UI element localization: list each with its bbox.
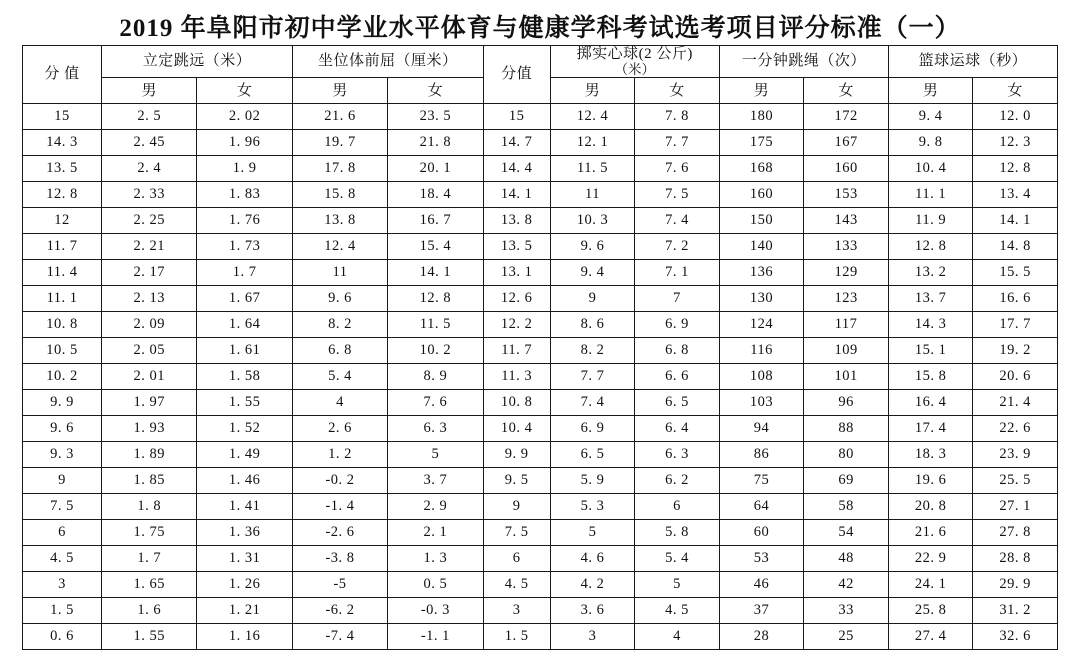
page-title: 2019 年阜阳市初中学业水平体育与健康学科考试选考项目评分标准（一） (119, 15, 961, 42)
cell-score-right: 1. 5 (483, 624, 550, 650)
cell-value: 143 (804, 208, 889, 234)
cell-value: 15. 8 (888, 364, 973, 390)
header-group-rope-skipping: 一分钟跳绳（次） (719, 46, 888, 78)
cell-score-right: 9 (483, 494, 550, 520)
cell-value: 7. 7 (635, 130, 720, 156)
cell-value: 150 (719, 208, 804, 234)
cell-value: 24. 1 (888, 572, 973, 598)
cell-value: 117 (804, 312, 889, 338)
cell-value: 11 (550, 182, 635, 208)
cell-value: 75 (719, 468, 804, 494)
cell-value: 21. 8 (388, 130, 483, 156)
cell-value: 13. 7 (888, 286, 973, 312)
cell-value: 13. 4 (973, 182, 1058, 208)
cell-value: 17. 4 (888, 416, 973, 442)
cell-value: 27. 8 (973, 520, 1058, 546)
score-table-container (22, 45, 1058, 650)
cell-value: 25 (804, 624, 889, 650)
cell-value: 1. 8 (102, 494, 197, 520)
cell-value: 6. 8 (635, 338, 720, 364)
cell-value: 28 (719, 624, 804, 650)
cell-value: 12. 8 (888, 234, 973, 260)
cell-value: -5 (292, 572, 387, 598)
header-sex-female-ball: 女 (635, 78, 720, 104)
cell-value: 19. 6 (888, 468, 973, 494)
cell-score-left: 9. 9 (23, 390, 102, 416)
header-sex-male-basketball: 男 (888, 78, 973, 104)
cell-value: 9. 8 (888, 130, 973, 156)
table-row (23, 546, 1058, 572)
cell-value: 14. 1 (388, 260, 483, 286)
cell-value: 1. 65 (102, 572, 197, 598)
cell-score-left: 7. 5 (23, 494, 102, 520)
cell-value: 21. 6 (292, 104, 387, 130)
cell-value: 2. 01 (102, 364, 197, 390)
cell-value: 2. 17 (102, 260, 197, 286)
table-row (23, 286, 1058, 312)
header-row-groups (23, 46, 1058, 78)
cell-value: 1. 2 (292, 442, 387, 468)
cell-value: 12. 1 (550, 130, 635, 156)
cell-value: 7. 2 (635, 234, 720, 260)
cell-value: 5. 4 (635, 546, 720, 572)
cell-value: 172 (804, 104, 889, 130)
cell-value: 168 (719, 156, 804, 182)
score-standards-table (22, 45, 1058, 650)
cell-value: 3 (550, 624, 635, 650)
cell-value: 4. 5 (635, 598, 720, 624)
cell-value: 1. 64 (197, 312, 292, 338)
cell-value: 11 (292, 260, 387, 286)
cell-value: 6. 4 (635, 416, 720, 442)
cell-value: 2. 1 (388, 520, 483, 546)
cell-value: 6. 2 (635, 468, 720, 494)
cell-value: 7. 4 (635, 208, 720, 234)
cell-score-right: 10. 4 (483, 416, 550, 442)
cell-value: 1. 76 (197, 208, 292, 234)
table-row (23, 572, 1058, 598)
cell-value: 14. 8 (973, 234, 1058, 260)
cell-value: 14. 3 (888, 312, 973, 338)
cell-value: 2. 09 (102, 312, 197, 338)
header-sex-female-jump: 女 (197, 78, 292, 104)
cell-score-right: 10. 8 (483, 390, 550, 416)
cell-value: 2. 21 (102, 234, 197, 260)
cell-value: 1. 58 (197, 364, 292, 390)
table-row (23, 598, 1058, 624)
cell-score-left: 0. 6 (23, 624, 102, 650)
header-sex-male-ball: 男 (550, 78, 635, 104)
cell-score-right: 12. 2 (483, 312, 550, 338)
cell-value: 80 (804, 442, 889, 468)
cell-value: 54 (804, 520, 889, 546)
header-sex-male-jump: 男 (102, 78, 197, 104)
cell-value: 103 (719, 390, 804, 416)
cell-value: 27. 4 (888, 624, 973, 650)
cell-value: 7. 6 (388, 390, 483, 416)
cell-value: 58 (804, 494, 889, 520)
cell-value: 1. 61 (197, 338, 292, 364)
cell-value: 16. 6 (973, 286, 1058, 312)
table-row (23, 234, 1058, 260)
cell-value: 10. 2 (388, 338, 483, 364)
cell-value: 13. 2 (888, 260, 973, 286)
table-row (23, 182, 1058, 208)
cell-score-right: 9. 5 (483, 468, 550, 494)
header-group-basketball-dribble: 篮球运球（秒） (888, 46, 1057, 78)
table-row (23, 338, 1058, 364)
cell-value: 8. 6 (550, 312, 635, 338)
cell-value: 1. 46 (197, 468, 292, 494)
cell-score-left: 12. 8 (23, 182, 102, 208)
cell-value: 27. 1 (973, 494, 1058, 520)
cell-score-left: 11. 7 (23, 234, 102, 260)
cell-value: 12. 3 (973, 130, 1058, 156)
table-row (23, 468, 1058, 494)
cell-value: -1. 4 (292, 494, 387, 520)
cell-value: -3. 8 (292, 546, 387, 572)
cell-value: 1. 85 (102, 468, 197, 494)
cell-score-left: 11. 1 (23, 286, 102, 312)
cell-value: 109 (804, 338, 889, 364)
cell-value: 8. 2 (550, 338, 635, 364)
cell-score-right: 14. 7 (483, 130, 550, 156)
cell-value: 5 (550, 520, 635, 546)
cell-value: 167 (804, 130, 889, 156)
cell-value: 2. 6 (292, 416, 387, 442)
cell-value: 88 (804, 416, 889, 442)
cell-value: 1. 67 (197, 286, 292, 312)
cell-value: 160 (804, 156, 889, 182)
cell-value: 180 (719, 104, 804, 130)
table-row (23, 624, 1058, 650)
cell-value: 33 (804, 598, 889, 624)
cell-value: 7. 4 (550, 390, 635, 416)
cell-score-left: 13. 5 (23, 156, 102, 182)
cell-value: 13. 8 (292, 208, 387, 234)
cell-value: 0. 5 (388, 572, 483, 598)
cell-value: 22. 9 (888, 546, 973, 572)
cell-value: -6. 2 (292, 598, 387, 624)
cell-value: 9. 4 (888, 104, 973, 130)
header-score-left: 分 值 (23, 46, 102, 104)
cell-value: 5. 9 (550, 468, 635, 494)
cell-value: 11. 9 (888, 208, 973, 234)
cell-value: 12. 8 (388, 286, 483, 312)
cell-value: 6. 6 (635, 364, 720, 390)
header-sex-female-basketball: 女 (973, 78, 1058, 104)
cell-value: 2. 05 (102, 338, 197, 364)
cell-value: 1. 31 (197, 546, 292, 572)
cell-value: 1. 75 (102, 520, 197, 546)
header-group-sit-and-reach: 坐位体前屈（厘米） (292, 46, 483, 78)
cell-value: 6. 9 (550, 416, 635, 442)
cell-value: 6. 3 (388, 416, 483, 442)
cell-value: 23. 5 (388, 104, 483, 130)
cell-value: 12. 0 (973, 104, 1058, 130)
cell-value: 10. 4 (888, 156, 973, 182)
cell-score-left: 9. 6 (23, 416, 102, 442)
cell-value: 108 (719, 364, 804, 390)
cell-value: 7. 8 (635, 104, 720, 130)
cell-value: 94 (719, 416, 804, 442)
cell-value: 32. 6 (973, 624, 1058, 650)
cell-value: 5. 8 (635, 520, 720, 546)
cell-value: 29. 9 (973, 572, 1058, 598)
cell-score-right: 14. 1 (483, 182, 550, 208)
cell-value: 1. 93 (102, 416, 197, 442)
table-row (23, 364, 1058, 390)
cell-value: 25. 8 (888, 598, 973, 624)
cell-value: 18. 4 (388, 182, 483, 208)
cell-value: 15. 8 (292, 182, 387, 208)
cell-value: 130 (719, 286, 804, 312)
cell-value: 21. 6 (888, 520, 973, 546)
cell-value: 4 (292, 390, 387, 416)
cell-value: 124 (719, 312, 804, 338)
cell-value: 6. 3 (635, 442, 720, 468)
cell-value: 28. 8 (973, 546, 1058, 572)
table-row (23, 156, 1058, 182)
table-row (23, 130, 1058, 156)
cell-value: 20. 8 (888, 494, 973, 520)
cell-score-left: 11. 4 (23, 260, 102, 286)
cell-value: 9. 4 (550, 260, 635, 286)
cell-value: 2. 25 (102, 208, 197, 234)
cell-value: 160 (719, 182, 804, 208)
cell-value: 1. 7 (102, 546, 197, 572)
cell-value: 15. 5 (973, 260, 1058, 286)
cell-value: 7 (635, 286, 720, 312)
cell-value: 1. 55 (197, 390, 292, 416)
cell-value: 11. 1 (888, 182, 973, 208)
cell-value: 175 (719, 130, 804, 156)
header-group-solid-ball-throw (550, 46, 719, 78)
cell-value: 2. 9 (388, 494, 483, 520)
cell-value: 1. 3 (388, 546, 483, 572)
table-row (23, 416, 1058, 442)
table-row (23, 442, 1058, 468)
cell-value: -2. 6 (292, 520, 387, 546)
cell-value: 5. 4 (292, 364, 387, 390)
cell-value: 3. 7 (388, 468, 483, 494)
table-row (23, 260, 1058, 286)
cell-value: 18. 3 (888, 442, 973, 468)
cell-score-right: 3 (483, 598, 550, 624)
cell-value: 2. 5 (102, 104, 197, 130)
cell-value: 20. 1 (388, 156, 483, 182)
cell-value: 1. 83 (197, 182, 292, 208)
cell-value: 16. 4 (888, 390, 973, 416)
cell-value: -1. 1 (388, 624, 483, 650)
cell-score-left: 4. 5 (23, 546, 102, 572)
cell-value: 42 (804, 572, 889, 598)
cell-value: 15. 4 (388, 234, 483, 260)
cell-value: 48 (804, 546, 889, 572)
cell-value: 16. 7 (388, 208, 483, 234)
cell-value: 9. 6 (292, 286, 387, 312)
header-group-solid-ball-throw-name: 掷实心球(2 公斤) (576, 46, 693, 62)
cell-value: 6. 8 (292, 338, 387, 364)
cell-value: 1. 36 (197, 520, 292, 546)
cell-value: 123 (804, 286, 889, 312)
cell-score-left: 15 (23, 104, 102, 130)
cell-value: 64 (719, 494, 804, 520)
table-row (23, 494, 1058, 520)
cell-score-left: 10. 5 (23, 338, 102, 364)
cell-value: -0. 2 (292, 468, 387, 494)
cell-score-right: 15 (483, 104, 550, 130)
cell-value: 20. 6 (973, 364, 1058, 390)
cell-score-left: 3 (23, 572, 102, 598)
cell-value: 1. 49 (197, 442, 292, 468)
cell-value: 22. 6 (973, 416, 1058, 442)
cell-score-right: 14. 4 (483, 156, 550, 182)
cell-value: 25. 5 (973, 468, 1058, 494)
cell-value: 2. 4 (102, 156, 197, 182)
cell-value: 7. 7 (550, 364, 635, 390)
cell-value: 86 (719, 442, 804, 468)
table-row (23, 520, 1058, 546)
cell-value: 69 (804, 468, 889, 494)
cell-score-right: 13. 1 (483, 260, 550, 286)
cell-value: 116 (719, 338, 804, 364)
cell-value: 12. 4 (550, 104, 635, 130)
cell-value: 7. 5 (635, 182, 720, 208)
cell-value: 1. 55 (102, 624, 197, 650)
cell-score-left: 12 (23, 208, 102, 234)
cell-score-right: 6 (483, 546, 550, 572)
cell-value: 15. 1 (888, 338, 973, 364)
cell-value: 1. 73 (197, 234, 292, 260)
cell-value: 17. 7 (973, 312, 1058, 338)
cell-score-left: 10. 8 (23, 312, 102, 338)
cell-score-left: 1. 5 (23, 598, 102, 624)
cell-score-right: 11. 3 (483, 364, 550, 390)
cell-value: 7. 6 (635, 156, 720, 182)
cell-score-left: 6 (23, 520, 102, 546)
cell-score-left: 14. 3 (23, 130, 102, 156)
header-group-solid-ball-throw-unit: （米） (614, 61, 656, 77)
cell-value: 21. 4 (973, 390, 1058, 416)
cell-value: 4. 6 (550, 546, 635, 572)
cell-value: 96 (804, 390, 889, 416)
header-sex-female-reach: 女 (388, 78, 483, 104)
cell-value: 11. 5 (388, 312, 483, 338)
cell-score-left: 9 (23, 468, 102, 494)
cell-value: 9. 6 (550, 234, 635, 260)
cell-value: 140 (719, 234, 804, 260)
table-row (23, 104, 1058, 130)
cell-value: 153 (804, 182, 889, 208)
header-group-standing-long-jump: 立定跳远（米） (102, 46, 293, 78)
cell-value: 19. 2 (973, 338, 1058, 364)
cell-value: 1. 7 (197, 260, 292, 286)
cell-value: 1. 21 (197, 598, 292, 624)
cell-score-right: 4. 5 (483, 572, 550, 598)
cell-value: 19. 7 (292, 130, 387, 156)
cell-value: 9 (550, 286, 635, 312)
cell-value: 129 (804, 260, 889, 286)
table-body (23, 104, 1058, 650)
cell-value: 136 (719, 260, 804, 286)
cell-score-right: 12. 6 (483, 286, 550, 312)
cell-score-right: 9. 9 (483, 442, 550, 468)
cell-value: 11. 5 (550, 156, 635, 182)
header-sex-female-rope: 女 (804, 78, 889, 104)
cell-value: 1. 16 (197, 624, 292, 650)
cell-score-right: 13. 5 (483, 234, 550, 260)
cell-value: 1. 6 (102, 598, 197, 624)
cell-value: 14. 1 (973, 208, 1058, 234)
cell-value: 12. 4 (292, 234, 387, 260)
header-sex-male-rope: 男 (719, 78, 804, 104)
table-row (23, 312, 1058, 338)
cell-value: 31. 2 (973, 598, 1058, 624)
cell-value: 5 (388, 442, 483, 468)
cell-value: 1. 97 (102, 390, 197, 416)
cell-value: 4. 2 (550, 572, 635, 598)
cell-value: 101 (804, 364, 889, 390)
cell-value: 2. 13 (102, 286, 197, 312)
cell-value: 133 (804, 234, 889, 260)
cell-value: 1. 52 (197, 416, 292, 442)
cell-value: 6. 5 (550, 442, 635, 468)
cell-score-right: 13. 8 (483, 208, 550, 234)
cell-value: 5 (635, 572, 720, 598)
table-row (23, 390, 1058, 416)
cell-value: 1. 41 (197, 494, 292, 520)
cell-value: 10. 3 (550, 208, 635, 234)
cell-value: 8. 2 (292, 312, 387, 338)
cell-value: 8. 9 (388, 364, 483, 390)
cell-score-right: 7. 5 (483, 520, 550, 546)
cell-score-left: 9. 3 (23, 442, 102, 468)
cell-value: 1. 9 (197, 156, 292, 182)
cell-score-right: 11. 7 (483, 338, 550, 364)
cell-value: 3. 6 (550, 598, 635, 624)
cell-value: 23. 9 (973, 442, 1058, 468)
cell-value: 53 (719, 546, 804, 572)
cell-value: -0. 3 (388, 598, 483, 624)
table-row (23, 208, 1058, 234)
cell-value: 46 (719, 572, 804, 598)
cell-value: 2. 02 (197, 104, 292, 130)
cell-score-left: 10. 2 (23, 364, 102, 390)
cell-value: 17. 8 (292, 156, 387, 182)
cell-value: 37 (719, 598, 804, 624)
cell-value: 2. 33 (102, 182, 197, 208)
cell-value: 1. 26 (197, 572, 292, 598)
cell-value: 2. 45 (102, 130, 197, 156)
header-score-right: 分值 (483, 46, 550, 104)
cell-value: -7. 4 (292, 624, 387, 650)
cell-value: 1. 89 (102, 442, 197, 468)
cell-value: 1. 96 (197, 130, 292, 156)
cell-value: 7. 1 (635, 260, 720, 286)
table-head (23, 46, 1058, 104)
cell-value: 4 (635, 624, 720, 650)
cell-value: 5. 3 (550, 494, 635, 520)
cell-value: 60 (719, 520, 804, 546)
cell-value: 6. 5 (635, 390, 720, 416)
header-sex-male-reach: 男 (292, 78, 387, 104)
cell-value: 6 (635, 494, 720, 520)
cell-value: 6. 9 (635, 312, 720, 338)
cell-value: 12. 8 (973, 156, 1058, 182)
